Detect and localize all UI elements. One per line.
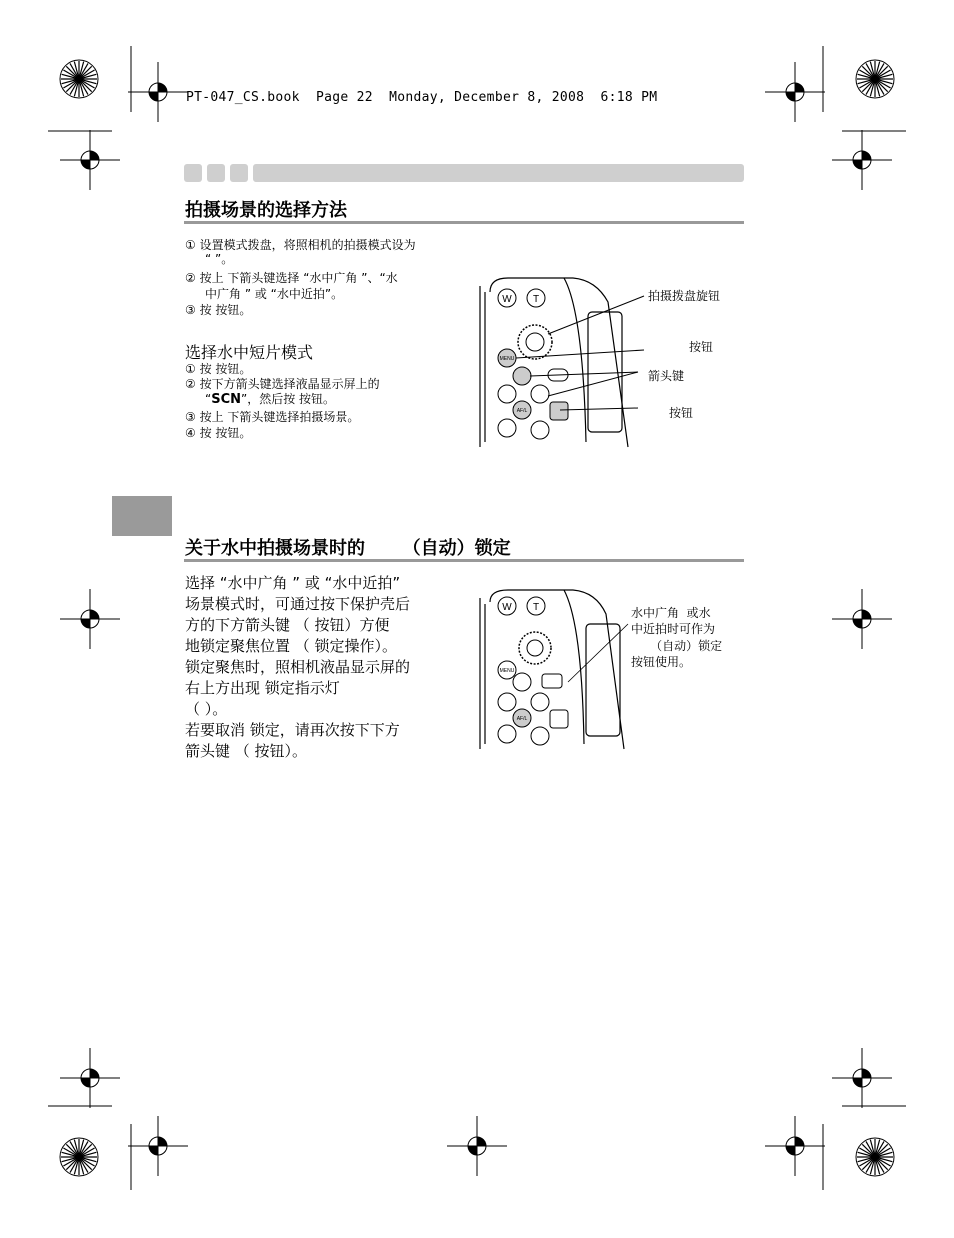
crosshair-icon: [128, 1116, 188, 1176]
zoom-t-label: T: [532, 294, 540, 305]
crosshair-icon: [832, 1048, 892, 1108]
paragraph-line: 场景模式时，可通过按下保护壳后: [185, 595, 411, 613]
subheading-movie-mode: 选择水中短片模式: [185, 343, 314, 362]
step-line: ① 设置模式拨盘，将照相机的拍摄模式设为: [185, 238, 416, 252]
zoom-t-label: T: [532, 602, 540, 613]
step-line: ② 按上 下箭头键选择 “水中广角 ”、“水: [185, 271, 398, 285]
step-line: “ ”。: [205, 252, 234, 266]
sub-step-line: ② 按下方箭头键选择液晶显示屏上的: [185, 377, 380, 391]
callout-button2: 按钮: [669, 406, 694, 420]
section1-title: 拍摄场景的选择方法: [185, 200, 347, 221]
paragraph-line: 锁定聚焦时，照相机液晶显示屏的: [185, 658, 411, 676]
section-square: [207, 164, 225, 182]
callout-line: 按钮使用。: [631, 655, 692, 669]
callout-dial: 拍摄拨盘旋钮: [648, 289, 721, 303]
starburst-icon: [855, 59, 895, 99]
scn-label: SCN: [211, 392, 242, 407]
callout-line: 中近拍时可作为: [631, 622, 716, 636]
section2-title: 关于水中拍摄场景时的 （自动）锁定: [185, 538, 511, 559]
paragraph-line: （ ）。: [185, 700, 228, 718]
menu-label: MENU: [499, 356, 515, 362]
sub-step-line: ”，然后按 按钮。: [241, 392, 336, 406]
paragraph-line: 右上方出现 锁定指示灯: [185, 679, 340, 697]
section-square: [230, 164, 248, 182]
crosshair-icon: [128, 62, 188, 122]
section2-rule: [184, 559, 744, 562]
chapter-tab: [112, 496, 172, 536]
menu-label: MENU: [499, 668, 515, 674]
crosshair-icon: [832, 589, 892, 649]
zoom-w-label: W: [502, 602, 512, 613]
sub-step-line: ④ 按 按钮。: [185, 426, 252, 440]
camera-back-illustration: [478, 272, 638, 452]
callout-line: 水中广角 或水: [631, 606, 711, 620]
afl-label: AF/L: [516, 716, 528, 722]
callout-button1: 按钮: [689, 340, 714, 354]
paragraph-line: 箭头键 （ 按钮）。: [185, 742, 308, 760]
scn-line: [205, 391, 335, 408]
zoom-w-label: W: [502, 294, 512, 305]
crosshair-icon: [765, 1116, 825, 1176]
section-square: [184, 164, 202, 182]
camera-back-illustration: [478, 584, 628, 754]
section-bar: [253, 164, 744, 182]
starburst-icon: [855, 1137, 895, 1177]
crosshair-icon: [765, 62, 825, 122]
crosshair-icon: [447, 1116, 507, 1176]
paragraph-line: 方的下方箭头键 （ 按钮）方便: [185, 616, 390, 634]
sub-step-line: ① 按 按钮。: [185, 362, 252, 376]
callout-arrow: 箭头键: [648, 369, 685, 383]
sub-step-line: ③ 按上 下箭头键选择拍摄场景。: [185, 410, 360, 424]
paragraph-line: 选择 “水中广角 ” 或 “水中近拍”: [185, 574, 401, 592]
afl-label: AF/L: [516, 408, 528, 414]
step-line: ③ 按 按钮。: [185, 303, 252, 317]
open-quote: “: [205, 392, 212, 406]
paragraph-line: 地锁定聚焦位置 （ 锁定操作）。: [185, 637, 398, 655]
crosshair-icon: [60, 130, 120, 190]
crosshair-icon: [60, 589, 120, 649]
crosshair-icon: [60, 1048, 120, 1108]
callout-line: （自动）锁定: [631, 639, 723, 653]
step-line: 中广角 ” 或 “水中近拍”。: [205, 287, 344, 301]
starburst-icon: [59, 1137, 99, 1177]
section1-rule: [184, 221, 744, 224]
crosshair-icon: [832, 130, 892, 190]
paragraph-line: 若要取消 锁定，请再次按下下方: [185, 721, 400, 739]
book-info: PT-047_CS.book Page 22 Monday, December 8, 2008 6:18 PM: [186, 90, 658, 105]
starburst-icon: [59, 59, 99, 99]
